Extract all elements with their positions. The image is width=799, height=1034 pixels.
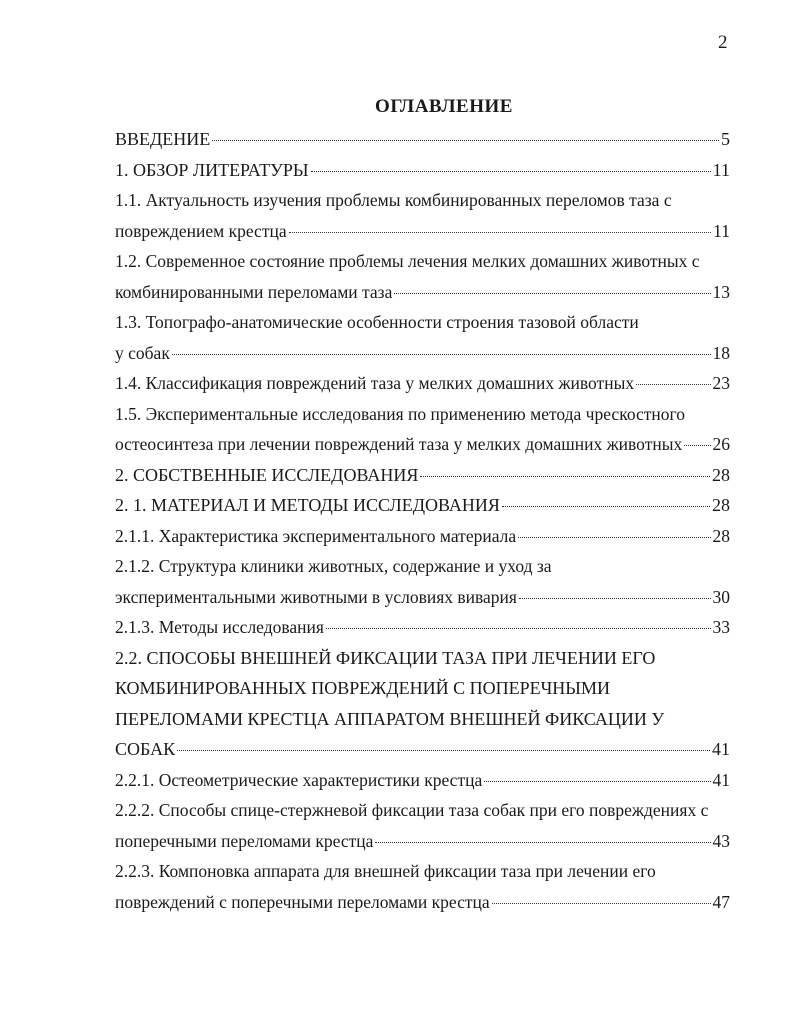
page-number: 2: [718, 32, 728, 53]
toc-entry[interactable]: [115, 856, 730, 917]
toc-entry-row: [115, 368, 730, 399]
dot-leader: [684, 445, 710, 446]
toc-entry[interactable]: [115, 612, 730, 643]
dot-leader: [394, 293, 710, 294]
toc-entry-title: 2.1.1. Характеристика экспериментального материала: [115, 525, 517, 546]
toc-entry-row: [115, 826, 730, 857]
toc-entry-title: 2.1.3. Методы исследования: [115, 617, 324, 637]
toc-entry[interactable]: [115, 765, 730, 796]
toc-entry-row: [115, 277, 730, 308]
dot-leader: [326, 628, 711, 629]
toc-entry-title: 2. СОБСТВЕННЫЕ ИССЛЕДОВАНИЯ: [115, 464, 419, 485]
toc-entry-row: [115, 460, 730, 491]
toc-entry-title: повреждений с поперечными переломами крестца: [115, 891, 490, 912]
toc-entry-title-line: 2.2.3. Компоновка аппарата для внешней фиксации таза при лечении его: [115, 861, 656, 881]
toc-entry[interactable]: [115, 521, 730, 552]
toc-title: ОГЛАВЛЕНИЕ: [375, 96, 513, 117]
toc-entry-row: [115, 521, 730, 552]
toc-entry-title: комбинированными переломами таза: [115, 281, 393, 302]
toc-entry[interactable]: [115, 399, 730, 460]
toc-entry-title: остеосинтеза при лечении повреждений таза у мелких домашних животных: [115, 434, 683, 454]
dot-leader: [484, 781, 710, 782]
toc-entry-page: 33: [712, 617, 730, 637]
toc-entry[interactable]: [115, 551, 730, 612]
toc-entry[interactable]: [115, 307, 730, 368]
dot-leader: [519, 598, 711, 599]
dot-leader: [636, 384, 710, 385]
toc-entry-row: [115, 124, 730, 155]
toc-entry[interactable]: [115, 643, 730, 765]
toc-entry[interactable]: [115, 490, 730, 521]
toc-entry-title-line: 2.2.2. Способы спице-стержневой фиксации таза собак при его повреждениях с: [115, 800, 709, 820]
toc-entry-title: 2. 1. МАТЕРИАЛ И МЕТОДЫ ИССЛЕДОВАНИЯ: [115, 495, 500, 515]
toc-entry-row: [115, 734, 730, 765]
dot-leader: [375, 842, 710, 843]
toc-entry-title-line: КОМБИНИРОВАННЫХ ПОВРЕЖДЕНИЙ С ПОПЕРЕЧНЫМИ: [115, 678, 610, 698]
toc-entry-title: повреждением крестца: [115, 220, 287, 241]
toc-entry-page: 41: [712, 739, 730, 759]
toc-entry-title: 2.2.1. Остеометрические характеристики крестца: [115, 769, 483, 790]
toc-entry-page: 30: [712, 586, 730, 607]
dot-leader: [502, 506, 710, 507]
toc-entry-title-line: 1.3. Топографо-анатомические особенности строения тазовой области: [115, 312, 639, 332]
toc-entry-row: [115, 612, 730, 643]
toc-entry[interactable]: [115, 124, 730, 155]
toc-entry-page: 47: [712, 891, 730, 912]
dot-leader: [518, 537, 710, 538]
table-of-contents: [115, 124, 730, 917]
toc-entry-page: 28: [712, 525, 730, 546]
toc-entry-page: 41: [712, 769, 730, 790]
dot-leader: [492, 903, 711, 904]
dot-leader: [212, 140, 719, 141]
toc-entry-title-line: ПЕРЕЛОМАМИ КРЕСТЦА АППАРАТОМ ВНЕШНЕЙ ФИКСАЦИИ У: [115, 708, 665, 729]
toc-entry[interactable]: [115, 185, 730, 246]
toc-entry-page: 43: [712, 830, 730, 851]
toc-entry-row: [115, 887, 730, 918]
dot-leader: [420, 476, 710, 477]
toc-entry[interactable]: [115, 155, 730, 186]
dot-leader: [177, 750, 710, 751]
toc-entry-page: 28: [712, 464, 730, 485]
toc-entry-title: ВВЕДЕНИЕ: [115, 129, 211, 149]
toc-entry-title-line: 1.2. Современное состояние проблемы лечения мелких домашних животных с: [115, 251, 700, 271]
toc-entry-title: поперечными переломами крестца: [115, 830, 374, 851]
toc-entry-title-line: 2.2. СПОСОБЫ ВНЕШНЕЙ ФИКСАЦИИ ТАЗА ПРИ ЛЕЧЕНИИ ЕГО: [115, 647, 656, 668]
toc-entry-title-line: 1.1. Актуальность изучения проблемы комбинированных переломов таза с: [115, 190, 672, 210]
toc-entry[interactable]: [115, 460, 730, 491]
dot-leader: [311, 171, 711, 172]
toc-entry-page: 23: [712, 373, 730, 393]
toc-entry-title: экспериментальными животными в условиях вивария: [115, 586, 517, 607]
toc-entry-page: 13: [712, 281, 730, 302]
toc-entry-page: 5: [721, 129, 730, 149]
toc-entry-row: [115, 582, 730, 613]
toc-entry-title: 1. ОБЗОР ЛИТЕРАТУРЫ: [115, 159, 309, 180]
toc-entry-row: [115, 765, 730, 796]
toc-entry-row: [115, 429, 730, 460]
dot-leader: [289, 232, 712, 233]
toc-entry-title-line: 2.1.2. Структура клиники животных, содержание и уход за: [115, 556, 552, 576]
toc-entry[interactable]: [115, 795, 730, 856]
toc-entry[interactable]: [115, 368, 730, 399]
dot-leader: [172, 354, 711, 355]
toc-entry[interactable]: [115, 246, 730, 307]
toc-entry-page: 26: [712, 434, 730, 454]
toc-entry-page: 11: [712, 159, 730, 180]
toc-entry-page: 11: [713, 220, 730, 241]
toc-entry-title-line: 1.5. Экспериментальные исследования по применению метода чрескостного: [115, 403, 686, 424]
toc-entry-title: 1.4. Классификация повреждений таза у мелких домашних животных: [115, 373, 635, 393]
toc-entry-title: СОБАК: [115, 739, 176, 759]
toc-entry-row: [115, 338, 730, 369]
toc-entry-row: [115, 155, 730, 186]
toc-entry-title: у собак: [115, 342, 170, 363]
toc-entry-page: 28: [712, 495, 730, 515]
toc-entry-row: [115, 490, 730, 521]
toc-entry-page: 18: [712, 342, 730, 363]
toc-entry-row: [115, 216, 730, 247]
